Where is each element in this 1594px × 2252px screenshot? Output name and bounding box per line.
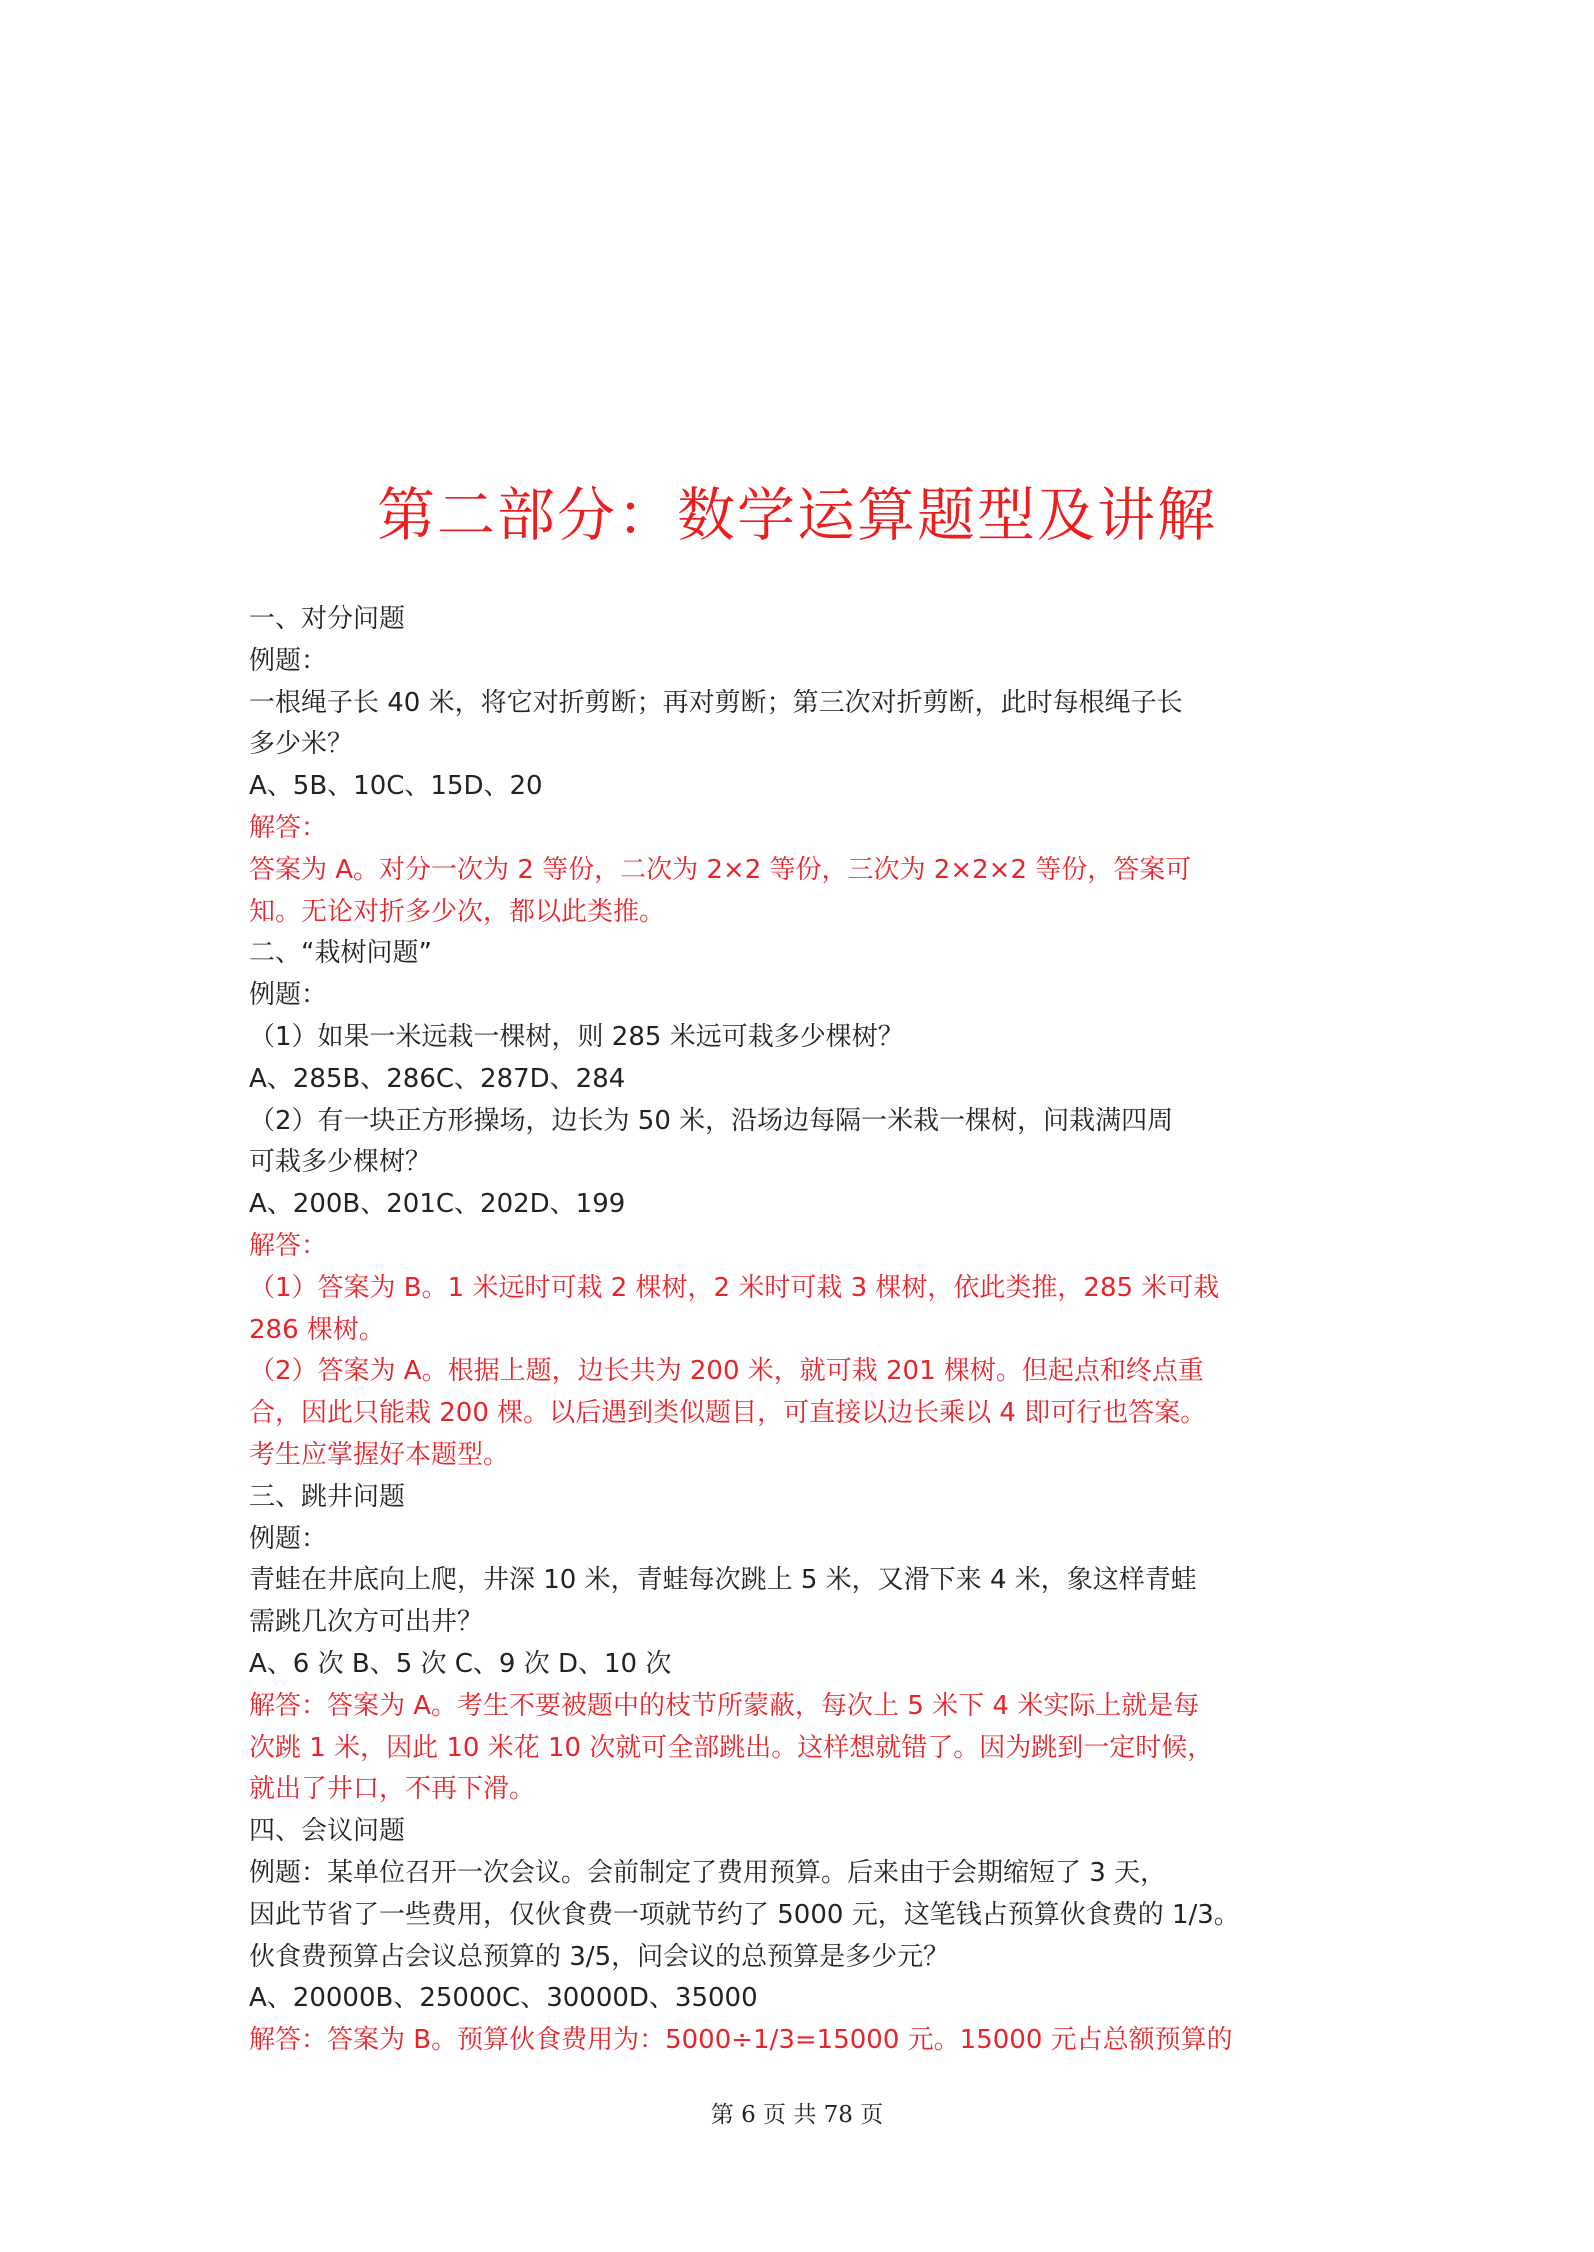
answer-text-line: 解答： <box>249 812 328 843</box>
question-text-line: 三、跳井问题 <box>249 1481 406 1512</box>
question-text-line: 二、“栽树问题” <box>249 938 432 969</box>
question-text-line: 需跳几次方可出井？ <box>249 1607 484 1638</box>
question-text-line: （2）有一块正方形操场，边长为 50 米，沿场边每隔一米栽一棵树，问栽满四周 <box>249 1105 1174 1136</box>
answer-text-line: 286 棵树。 <box>249 1314 385 1345</box>
answer-text-line: 合，因此只能栽 200 棵。以后遇到类似题目，可直接以边长乘以 4 即可行也答案。 <box>249 1398 1207 1429</box>
answer-text-line: 知。无论对折多少次，都以此类推。 <box>249 896 666 927</box>
document-body <box>249 599 1399 2062</box>
answer-text-line: （2）答案为 A。根据上题，边长共为 200 米，就可栽 201 棵树。但起点和终点重 <box>249 1356 1204 1387</box>
question-text-line: A、200B、201C、202D、199 <box>249 1189 626 1220</box>
question-text-line: A、6 次 B、5 次 C、9 次 D、10 次 <box>249 1648 672 1679</box>
question-text-line: A、285B、286C、287D、284 <box>249 1063 626 1094</box>
answer-text-line: 解答：答案为 B。预算伙食费用为：5000÷1/3=15000 元。15000 元占总额预算的 <box>249 2025 1233 2056</box>
question-text-line: 可栽多少棵树？ <box>249 1147 432 1178</box>
answer-text-line: 解答：答案为 A。考生不要被题中的枝节所蒙蔽，每次上 5 米下 4 米实际上就是每 <box>249 1690 1200 1721</box>
question-text-line: 一根绳子长 40 米，将它对折剪断；再对剪断；第三次对折剪断，此时每根绳子长 <box>249 687 1183 718</box>
answer-text-line: 考生应掌握好本题型。 <box>249 1439 510 1470</box>
question-text-line: （1）如果一米远栽一棵树，则 285 米远可栽多少棵树？ <box>249 1021 904 1052</box>
answer-text-line: （1）答案为 B。1 米远时可栽 2 棵树，2 米时可栽 3 棵树，依此类推，285 米可栽 <box>249 1272 1220 1303</box>
question-text-line: 例题： <box>249 645 328 676</box>
question-text-line: 四、会议问题 <box>249 1816 406 1847</box>
question-text-line: 青蛙在井底向上爬，井深 10 米，青蛙每次跳上 5 米，又滑下来 4 米，象这样青蛙 <box>249 1565 1197 1596</box>
answer-text-line: 次跳 1 米，因此 10 米花 10 次就可全部跳出。这样想就错了。因为跳到一定时候， <box>249 1732 1214 1763</box>
question-text-line: 一、对分问题 <box>249 604 406 634</box>
question-text-line: 例题： <box>249 980 328 1011</box>
answer-text-line: 就出了井口，不再下滑。 <box>249 1774 536 1805</box>
question-text-line: 例题：某单位召开一次会议。会前制定了费用预算。后来由于会期缩短了 3 天， <box>249 1857 1167 1888</box>
question-text-line: A、20000B、25000C、30000D、35000 <box>249 1983 758 2014</box>
question-text-line: 多少米？ <box>249 729 354 760</box>
question-text-line: 伙食费预算占会议总预算的 3/5，问会议的总预算是多少元？ <box>249 1941 950 1972</box>
question-text-line: 例题： <box>249 1523 328 1554</box>
page-title: 第二部分：数学运算题型及讲解 <box>376 481 1217 549</box>
question-text-line: 因此节省了一些费用，仅伙食费一项就节约了 5000 元，这笔钱占预算伙食费的 1/3。 <box>249 1899 1240 1930</box>
page-footer: 第 6 页 共 78 页 <box>710 2102 884 2128</box>
answer-text-line: 答案为 A。对分一次为 2 等份，二次为 2×2 等份，三次为 2×2×2 等份，答案可 <box>249 854 1192 885</box>
answer-text-line: 解答： <box>249 1230 328 1261</box>
question-text-line: A、5B、10C、15D、20 <box>249 771 543 802</box>
